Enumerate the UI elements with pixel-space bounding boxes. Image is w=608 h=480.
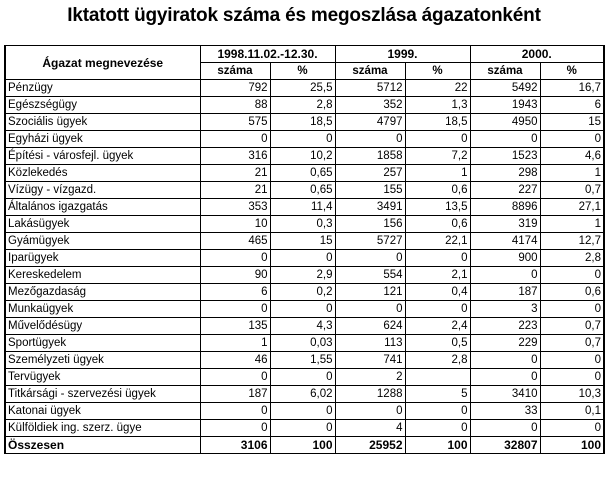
- count-cell: 0: [335, 250, 405, 267]
- count-cell: 0: [470, 352, 540, 369]
- sector-name: Titkársági - szervezési ügyek: [5, 386, 200, 403]
- percent-cell: 27,1: [540, 199, 604, 216]
- sector-name: Külföldiek ing. szerz. ügye: [5, 420, 200, 437]
- percent-cell: 0: [405, 301, 470, 318]
- count-cell: 4174: [470, 233, 540, 250]
- percent-cell: 0: [405, 250, 470, 267]
- percent-cell: 6: [540, 97, 604, 114]
- sub-header-count: száma: [335, 63, 405, 80]
- table-row: [5, 267, 604, 284]
- year-header-2000: 2000.: [470, 46, 604, 63]
- percent-cell: 0: [270, 403, 335, 420]
- table-row: [5, 250, 604, 267]
- percent-cell: 0: [540, 131, 604, 148]
- count-cell: 0: [200, 369, 270, 386]
- count-cell: 223: [470, 318, 540, 335]
- percent-cell: 7,2: [405, 148, 470, 165]
- percent-cell: 0: [540, 352, 604, 369]
- percent-cell: 0: [405, 131, 470, 148]
- percent-cell: 2,4: [405, 318, 470, 335]
- percent-cell: 0,6: [405, 216, 470, 233]
- count-cell: 0: [470, 131, 540, 148]
- percent-cell: 13,5: [405, 199, 470, 216]
- count-cell: 0: [470, 420, 540, 437]
- percent-cell: 0,7: [540, 182, 604, 199]
- count-cell: 900: [470, 250, 540, 267]
- percent-cell: 2,8: [540, 250, 604, 267]
- table-row: [5, 216, 604, 233]
- count-cell: 0: [335, 301, 405, 318]
- percent-cell: 1: [405, 165, 470, 182]
- sub-header-percent: %: [540, 63, 604, 80]
- table-row: [5, 386, 604, 403]
- table-row: [5, 131, 604, 148]
- count-cell: 10: [200, 216, 270, 233]
- table-row: [5, 301, 604, 318]
- sector-name: Mezőgazdaság: [5, 284, 200, 301]
- percent-cell: 18,5: [405, 114, 470, 131]
- sector-name: Művelődésügy: [5, 318, 200, 335]
- table-row: [5, 165, 604, 182]
- percent-cell: 0,5: [405, 335, 470, 352]
- percent-cell: 2,1: [405, 267, 470, 284]
- percent-cell: 0,7: [540, 335, 604, 352]
- percent-cell: 2,9: [270, 267, 335, 284]
- count-cell: 316: [200, 148, 270, 165]
- sector-name: Gyámügyek: [5, 233, 200, 250]
- count-cell: 21: [200, 165, 270, 182]
- count-cell: 4797: [335, 114, 405, 131]
- count-cell: 4: [335, 420, 405, 437]
- table-row: [5, 114, 604, 131]
- percent-cell: 0,03: [270, 335, 335, 352]
- table-row: [5, 403, 604, 420]
- percent-cell: 4,3: [270, 318, 335, 335]
- table-row: [5, 335, 604, 352]
- count-cell: 227: [470, 182, 540, 199]
- count-cell: 1858: [335, 148, 405, 165]
- sub-header-count: száma: [470, 63, 540, 80]
- count-cell: 3410: [470, 386, 540, 403]
- count-cell: 0: [200, 420, 270, 437]
- percent-cell: 2,8: [270, 97, 335, 114]
- table-row: [5, 148, 604, 165]
- count-cell: 156: [335, 216, 405, 233]
- percent-cell: 0: [540, 369, 604, 386]
- percent-cell: 16,7: [540, 80, 604, 97]
- percent-cell: 0,65: [270, 182, 335, 199]
- percent-cell: 18,5: [270, 114, 335, 131]
- table-row: [5, 420, 604, 437]
- count-cell: 0: [335, 131, 405, 148]
- total-cell: 100: [540, 437, 604, 454]
- sub-header-percent: %: [405, 63, 470, 80]
- total-cell: 100: [405, 437, 470, 454]
- total-row: [5, 437, 604, 454]
- count-cell: 113: [335, 335, 405, 352]
- percent-cell: 12,7: [540, 233, 604, 250]
- count-cell: 8896: [470, 199, 540, 216]
- percent-cell: 2,8: [405, 352, 470, 369]
- percent-cell: 6,02: [270, 386, 335, 403]
- sector-name: Szociális ügyek: [5, 114, 200, 131]
- count-cell: 229: [470, 335, 540, 352]
- sector-name: Általános igazgatás: [5, 199, 200, 216]
- sector-name: Sportügyek: [5, 335, 200, 352]
- table-row: [5, 80, 604, 97]
- column-header-sector: Ágazat megnevezése: [5, 46, 200, 80]
- percent-cell: 0: [270, 369, 335, 386]
- count-cell: 1943: [470, 97, 540, 114]
- count-cell: 187: [200, 386, 270, 403]
- percent-cell: 1,3: [405, 97, 470, 114]
- percent-cell: 25,5: [270, 80, 335, 97]
- sector-name: Vízügy - vízgazd.: [5, 182, 200, 199]
- table-row: [5, 97, 604, 114]
- count-cell: 0: [200, 301, 270, 318]
- sector-name: Iparügyek: [5, 250, 200, 267]
- percent-cell: 4,6: [540, 148, 604, 165]
- table-row: [5, 369, 604, 386]
- count-cell: 5492: [470, 80, 540, 97]
- percent-cell: 0,4: [405, 284, 470, 301]
- sector-name: Munkaügyek: [5, 301, 200, 318]
- count-cell: 0: [335, 403, 405, 420]
- percent-cell: 0: [405, 420, 470, 437]
- count-cell: 1288: [335, 386, 405, 403]
- count-cell: 3: [470, 301, 540, 318]
- percent-cell: 1: [540, 165, 604, 182]
- total-cell: 25952: [335, 437, 405, 454]
- count-cell: 257: [335, 165, 405, 182]
- sector-name: Pénzügy: [5, 80, 200, 97]
- percent-cell: 10,2: [270, 148, 335, 165]
- count-cell: 792: [200, 80, 270, 97]
- percent-cell: 0,1: [540, 403, 604, 420]
- count-cell: 1523: [470, 148, 540, 165]
- sector-name: Katonai ügyek: [5, 403, 200, 420]
- sector-name: Egészségügy: [5, 97, 200, 114]
- count-cell: 6: [200, 284, 270, 301]
- count-cell: 575: [200, 114, 270, 131]
- percent-cell: 0: [540, 301, 604, 318]
- percent-cell: 11,4: [270, 199, 335, 216]
- percent-cell: 0,2: [270, 284, 335, 301]
- table-body: [5, 80, 604, 437]
- percent-cell: 0: [270, 131, 335, 148]
- count-cell: 624: [335, 318, 405, 335]
- sector-name: Lakásügyek: [5, 216, 200, 233]
- count-cell: 353: [200, 199, 270, 216]
- count-cell: 0: [200, 403, 270, 420]
- count-cell: 135: [200, 318, 270, 335]
- sector-name: Egyházi ügyek: [5, 131, 200, 148]
- sector-name: Kereskedelem: [5, 267, 200, 284]
- count-cell: 319: [470, 216, 540, 233]
- percent-cell: 0,65: [270, 165, 335, 182]
- count-cell: 465: [200, 233, 270, 250]
- count-cell: 741: [335, 352, 405, 369]
- total-cell: 32807: [470, 437, 540, 454]
- count-cell: 3491: [335, 199, 405, 216]
- count-cell: 33: [470, 403, 540, 420]
- count-cell: 1: [200, 335, 270, 352]
- year-header-1998: 1998.11.02.-12.30.: [200, 46, 335, 63]
- count-cell: 88: [200, 97, 270, 114]
- table-row: [5, 284, 604, 301]
- percent-cell: 0,3: [270, 216, 335, 233]
- total-cell: 3106: [200, 437, 270, 454]
- count-cell: 90: [200, 267, 270, 284]
- sector-name: Építési - városfejl. ügyek: [5, 148, 200, 165]
- percent-cell: [405, 369, 470, 386]
- count-cell: 0: [470, 369, 540, 386]
- percent-cell: 0: [540, 420, 604, 437]
- percent-cell: 1,55: [270, 352, 335, 369]
- table-row: [5, 352, 604, 369]
- data-table: [4, 45, 605, 454]
- sector-name: Közlekedés: [5, 165, 200, 182]
- percent-cell: 0: [270, 250, 335, 267]
- percent-cell: 22: [405, 80, 470, 97]
- sector-name: Tervügyek: [5, 369, 200, 386]
- page-title: Iktatott ügyiratok száma és megoszlása ágazatonként: [67, 5, 541, 26]
- count-cell: 46: [200, 352, 270, 369]
- count-cell: 5712: [335, 80, 405, 97]
- count-cell: 298: [470, 165, 540, 182]
- percent-cell: 0: [540, 267, 604, 284]
- percent-cell: 15: [270, 233, 335, 250]
- sector-name: Személyzeti ügyek: [5, 352, 200, 369]
- table-row: [5, 182, 604, 199]
- count-cell: 0: [470, 267, 540, 284]
- year-header-1999: 1999.: [335, 46, 470, 63]
- count-cell: 0: [200, 250, 270, 267]
- table-row: [5, 233, 604, 250]
- total-label: Összesen: [5, 437, 200, 454]
- count-cell: 4950: [470, 114, 540, 131]
- percent-cell: 0,6: [540, 284, 604, 301]
- percent-cell: 10,3: [540, 386, 604, 403]
- percent-cell: 15: [540, 114, 604, 131]
- percent-cell: 22,1: [405, 233, 470, 250]
- percent-cell: 0: [270, 420, 335, 437]
- count-cell: 554: [335, 267, 405, 284]
- percent-cell: 5: [405, 386, 470, 403]
- count-cell: 21: [200, 182, 270, 199]
- percent-cell: 0,7: [540, 318, 604, 335]
- total-cell: 100: [270, 437, 335, 454]
- sub-header-percent: %: [270, 63, 335, 80]
- count-cell: 187: [470, 284, 540, 301]
- count-cell: 2: [335, 369, 405, 386]
- count-cell: 5727: [335, 233, 405, 250]
- sub-header-count: száma: [200, 63, 270, 80]
- count-cell: 155: [335, 182, 405, 199]
- percent-cell: 1: [540, 216, 604, 233]
- table-row: [5, 318, 604, 335]
- count-cell: 352: [335, 97, 405, 114]
- percent-cell: 0,6: [405, 182, 470, 199]
- percent-cell: 0: [405, 403, 470, 420]
- count-cell: 0: [200, 131, 270, 148]
- percent-cell: 0: [270, 301, 335, 318]
- table-row: [5, 199, 604, 216]
- count-cell: 121: [335, 284, 405, 301]
